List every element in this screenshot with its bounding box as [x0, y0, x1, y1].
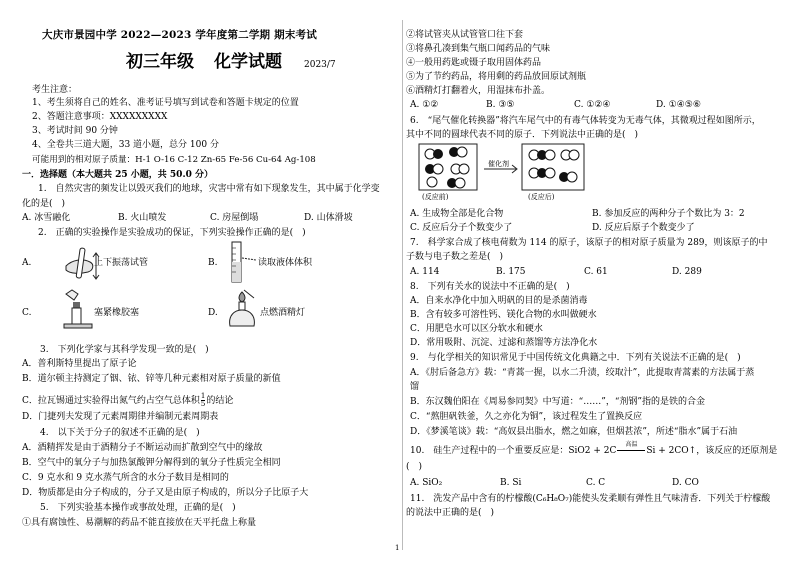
reaction-arrow: 高温	[616, 446, 646, 457]
q2-option-c: C.	[22, 308, 32, 318]
q11-stem: 11. 洗发产品中含有的柠檬酸(C₆H₈O₇)能使头发柔顺有弹性且气味清香．下列关于柠檬酸	[410, 494, 771, 504]
q2-option-d-text: 点燃酒精灯	[260, 308, 306, 318]
q3-option-c: C．拉瓦锡通过实验得出氮气约占空气总体积 $\frac{1}{5}$ 的结论	[22, 392, 234, 408]
q1-stem-cont: 化的是( )	[22, 199, 66, 209]
q5-stem: 5. 下列实验基本操作或事故处理，正确的是( )	[40, 503, 236, 513]
q8-option-b: B．含有较多可溶性钙、镁化合物的水叫做硬水	[410, 310, 597, 320]
q7-option-c: C. 61	[584, 267, 608, 277]
q1-option-c: C. 房屋倒塌	[210, 213, 259, 223]
fraction: $\frac{1}{5}$	[200, 392, 206, 408]
catalyst-label: 催化剂	[488, 160, 509, 168]
q9-option-b: B．东汉魏伯阳在《周易参同契》中写道：“……”，“剂钢”指的是铁的合金	[410, 397, 706, 407]
after-label: (反应后)	[528, 193, 555, 201]
exam-date: 2023/7	[304, 60, 336, 70]
q4-option-d: D．物质都是由分子构成的，分子又是由原子构成的，所以分子比原子大	[22, 488, 309, 498]
q8-stem: 8. 下列有关水的说法中不正确的是( )	[410, 282, 570, 292]
q2-option-d: D.	[208, 308, 218, 318]
notice-item: 1、考生须将自己的姓名、准考证号填写到试卷和答题卡规定的位置	[32, 98, 299, 108]
notice-title: 考生注意：	[32, 85, 78, 95]
q5-statement: ②将试管夹从试管管口往下套	[406, 30, 524, 40]
graduated-cylinder-illustration	[224, 240, 258, 284]
q7-option-a: A. 114	[410, 267, 440, 277]
q2-option-b: B.	[208, 258, 218, 268]
q6-stem: 6. “尾气催化转换器”将汽车尾气中的有毒气体转变为无毒气体，其微观过程如图所示，	[410, 116, 761, 126]
q3-option-b: B．道尔顿主持测定了铟、铱、锌等几种元素相对原子质量的新值	[22, 374, 281, 384]
q3-option-d: D．门捷列夫发现了元素周期律并编制元素周期表	[22, 412, 219, 422]
q4-option-a: A．酒精挥发是由于酒精分子不断运动而扩散到空气中的缘故	[22, 443, 263, 453]
q7-option-d: D. 289	[672, 267, 702, 277]
q5-statement: ①具有腐蚀性、易潮解的药品不能直接放在天平托盘上称量	[22, 518, 257, 528]
section-heading: 一．选择题（本大题共 25 小题，共 50.0 分）	[22, 170, 213, 180]
q10-option-d: D. CO	[672, 478, 699, 488]
school-line: 大庆市景园中学 2022—2023 学年度第二学期 期末考试	[42, 29, 317, 41]
q10-option-c: C. C	[586, 478, 606, 488]
q1-option-b: B. 火山喷发	[118, 213, 167, 223]
q4-stem: 4. 以下关于分子的叙述不正确的是( )	[40, 428, 200, 438]
column-divider	[402, 20, 403, 550]
q9-option-a: A．《肘后备急方》载：“青蒿一握，以水二升渍，绞取汁”，此提取青蒿素的方法属于蒸	[410, 368, 755, 378]
notice-item: 3、考试时间 90 分钟	[32, 126, 118, 136]
q2-option-a-text: 上下振荡试管	[94, 258, 149, 268]
q6-option-c: C. 反应后分子个数变少了	[410, 223, 513, 233]
before-label: (反应前)	[422, 193, 449, 201]
q8-option-a: A．自来水净化中加入明矾的目的是杀菌消毒	[410, 296, 588, 306]
q2-option-c-text: 塞紧橡胶塞	[94, 308, 140, 318]
q6-option-b: B. 参加反应的两种分子个数比为 3：2	[592, 209, 745, 219]
q2-stem: 2. 正确的实验操作是实验成功的保证，下列实验操作正确的是( )	[38, 228, 306, 238]
reaction-diagram	[418, 143, 590, 199]
q3-stem: 3. 下列化学家与其科学发现一致的是( )	[40, 345, 209, 355]
q9-option-d: D．《梦溪笔谈》载：“高奴县出脂水，燃之如麻，但烟甚浓”，所述“脂水”属于石油	[410, 427, 738, 437]
q9-stem: 9. 与化学相关的知识常见于中国传统文化典籍之中．下列有关说法不正确的是( )	[410, 353, 741, 363]
q5-statement: ⑥酒精灯打翻着火，用湿抹布扑盖。	[406, 86, 551, 96]
q1-stem: 1. 自然灾害的频发让以毁灭我们的地球，灾害中常有如下现象发生，其中属于化学变	[38, 184, 380, 194]
q2-option-b-text: 读取液体体积	[258, 258, 313, 268]
page-number: 1	[395, 544, 400, 552]
q5-option-c: C. ①②④	[574, 100, 611, 110]
q5-statement: ⑤为了节约药品，将用剩的药品放回原试剂瓶	[406, 72, 587, 82]
q11-stem-cont: 的说法中正确的是( )	[406, 508, 495, 518]
grade-title: 初三年级	[126, 52, 194, 72]
q10-option-a: A. SiO₂	[410, 478, 443, 488]
q4-option-b: B．空气中的氧分子与加热氯酸钾分解得到的氧分子性质完全相同	[22, 458, 281, 468]
notice-item: 2、答题注意事项：XXXXXXXXX	[32, 112, 168, 122]
notice-item: 4、全卷共三道大题，33 道小题，总分 100 分	[32, 140, 219, 150]
q7-stem-cont: 子数与电子数之差是( )	[406, 252, 504, 262]
q5-option-a: A. ①②	[410, 100, 439, 110]
q1-option-d: D. 山体滑坡	[304, 213, 353, 223]
q7-option-b: B. 175	[496, 267, 526, 277]
q7-stem: 7. 科学家合成了核电荷数为 114 的原子，该原子的相对原子质量为 289，则该原子的中	[410, 238, 768, 248]
q10-paren: ( )	[406, 462, 423, 472]
q2-option-a: A.	[22, 258, 32, 268]
q9-option-c: C．“熬胆矾铁釜，久之亦化为铜”，该过程发生了置换反应	[410, 412, 643, 422]
q5-statement: ④一般用药匙或镊子取用固体药品	[406, 58, 542, 68]
alcohol-lamp-illustration	[224, 288, 260, 330]
stopper-insertion-illustration	[60, 286, 96, 330]
q6-option-d: D. 反应后原子个数变少了	[592, 223, 695, 233]
q3-option-a: A．普利斯特里提出了原子论	[22, 359, 137, 369]
q6-option-a: A. 生成物全部是化合物	[410, 209, 504, 219]
q10-option-b: B. Si	[500, 478, 522, 488]
q8-option-d: D．常用吸附、沉淀、过滤和蒸馏等方法净化水	[410, 338, 598, 348]
q6-stem-cont: 其中不同的圆球代表不同的原子．下列说法中正确的是( )	[406, 130, 639, 140]
atomic-mass-note: 可能用到的相对原子质量：H-1 O-16 C-12 Zn-65 Fe-56 Cu-64 Ag-108	[32, 155, 316, 165]
q10-stem: 10. 硅生产过程中的一个重要反应是：SiO2 + 2C 高温 Si + 2CO↑，该反应的还原剂是	[410, 441, 778, 456]
q5-option-b: B. ③⑤	[486, 100, 515, 110]
q1-option-a: A. 冰雪融化	[22, 213, 71, 223]
q5-option-d: D. ①④⑤⑥	[656, 100, 701, 110]
q4-option-c: C．9 克水和 9 克水蒸气所含的水分子数目是相同的	[22, 473, 229, 483]
q8-option-c: C．用肥皂水可以区分软水和硬水	[410, 324, 543, 334]
q9-option-a-cont: 馏	[410, 382, 420, 392]
subject-title: 化学试题	[214, 52, 282, 72]
q5-statement: ③将鼻孔凑到集气瓶口闻药品的气味	[406, 44, 551, 54]
